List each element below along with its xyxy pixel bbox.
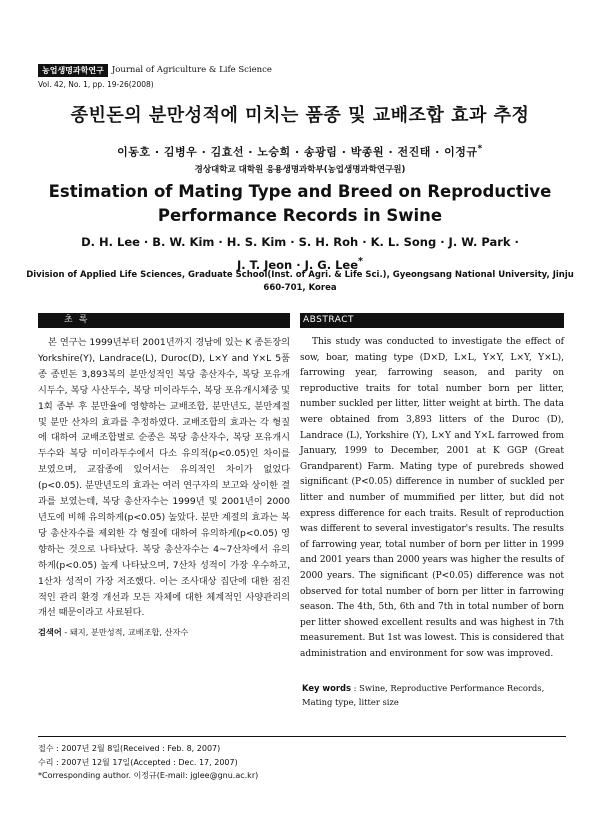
korean-header-rule [38, 327, 290, 328]
journal-header [38, 63, 272, 77]
authors-english-line1: D. H. Lee · B. W. Kim · H. S. Kim · S. H. Roh · K. L. Song · J. W. Park · [81, 235, 519, 249]
abstract-english [300, 335, 564, 662]
english-abstract-header [300, 313, 564, 327]
keywords-english-label: Key words [302, 683, 351, 693]
corresponding-mark-en: * [358, 256, 364, 267]
corresponding-author: *Corresponding author. 이정규(E-mail: jglee@gnu.ac.kr) [38, 771, 259, 780]
corresponding-mark: * [477, 143, 483, 154]
keywords-korean [38, 627, 290, 638]
authors-korean [0, 143, 600, 160]
keywords-korean-label: 검색어 [38, 627, 62, 637]
journal-logo: 농업생명과학연구 [38, 64, 108, 77]
affiliation-english: Division of Applied Life Sciences, Graduate School(Inst. of Agri. & Life Sci.), Gyeongsang National University, Jinju 660-701, Korea [26, 270, 574, 293]
korean-abstract-header-label: 초록 [64, 315, 94, 325]
title-english: Estimation of Mating Type and Breed on Reproductive Performance Records in Swine [48, 182, 552, 225]
accepted-date: 수리 : 2007년 12월 17일(Accepted : Dec. 17, 2007) [38, 757, 238, 767]
footnotes [38, 742, 258, 783]
keywords-english-text: : Swine, Reproductive Performance Records, Mating type, litter size [302, 683, 545, 707]
affiliation-korean: 경상대학교 대학원 응용생명과학부(농업생명과학연구원) [194, 165, 406, 175]
abstract-english-text: This study was conducted to investigate the effect of sow, boar, mating type (D×D, L×L, Y×Y, L×Y, Y×L), farrowing year, farrowing season, and parity on reproductive traits for total number born per litter, number suckled per litter, litter weight at birth. The data were obtained from 3,893 litters of the Duroc (D), Landrace (L), Yorkshire (Y), L×Y and Y×L farrowed from January, 1999 to December, 2001 at K GGP (Great Grandparent) Farm. Mating type of purebreds showed significant (P<0.05) difference in number of suckled per litter and number of mummified per litter, but did not express difference for each traits. Result of reproduction was different to several investigator's results. The results of farrowing year, total number of born per litter in 1999 and 2001 years than 2000 years was higher the results of 2000 years. The significant (P<0.05) difference was not observed for total number of born per litter in farrowing season. The 4th, 5th, 6th and 7th in total number of born per litter showed excellent results and was highest in 7th measurement. But 1st was lowest. This is considered that administration and environment for sow was improved. [300, 337, 564, 659]
abstract-korean [38, 335, 290, 621]
received-date: 접수 : 2007년 2월 8일(Received : Feb. 8, 2007) [38, 744, 221, 753]
journal-name: Journal of Agriculture & Life Science [111, 65, 272, 75]
authors-korean-names: 이동호 · 김병우 · 김효선 · 노승희 · 송광림 · 박종원 · 전진태 · 이정규 [117, 145, 478, 159]
footnote-rule [38, 736, 566, 737]
keywords-english [300, 681, 564, 709]
korean-abstract-header [38, 313, 290, 327]
abstract-korean-text: 본 연구는 1999년부터 2001년까지 경남에 있는 K 종돈장의 Yorkshire(Y), Landrace(L), Duroc(D), L×Y and Y×L 5품종 종빈돈 3,893복의 분만성적인 복당 총산자수, 복당 포유개시두수, 복당 사산두수, 복당 미이라두수, 복당 포유개시체중 및 1회 종부 후 분만율에 영향하는 교배조합, 분만년도, 분만계절 및 분만 산차의 효과를 추정하였다. 교배조합의 효과는 각 형질에 대하여 교배조합별로 순종은 복당 총산자수, 복당 포유개시두수와 복당 미이라두수에서 다소 유의적(p<0.05)인 차이를 보였으며, 교잡종에 있어서는 유의적인 차이가 없었다(p<0.05). 분만년도의 효과는 여러 연구자의 보고와 상이한 결과를 보였는데, 복당 총산자수는 1999년 및 2001년이 2000년도에 비해 유의하게(p<0.05) 높았다. 분만 계절의 효과는 복당 총산자수를 제외한 각 형질에 대하여 유의하게(p<0.05) 영향하는 것으로 나타났다. 복당 총산자수는 4~7산차에서 유의하게(p<0.05) 높게 나타났으며, 7산차 성적이 가장 우수하고, 1산차 성적이 가장 저조했다. 이는 조사대상 집단에 대한 점진적인 관리 환경 개선과 모든 자체에 대한 체계적인 사양관리의 개선 때문이라고 사료된다. [38, 337, 290, 619]
english-header-rule [300, 327, 564, 328]
volume-line: Vol. 42, No. 1, pp. 19-26(2008) [38, 80, 154, 89]
english-abstract-header-label: ABSTRACT [303, 315, 355, 325]
title-korean: 종빈돈의 분만성적에 미치는 품종 및 교배조합 효과 추정 [70, 105, 530, 126]
authors-english-line2-names: J. T. Jeon · J. G. Lee [236, 257, 359, 272]
keywords-korean-text: - 돼지, 분만성적, 교배조합, 산자수 [64, 627, 189, 637]
